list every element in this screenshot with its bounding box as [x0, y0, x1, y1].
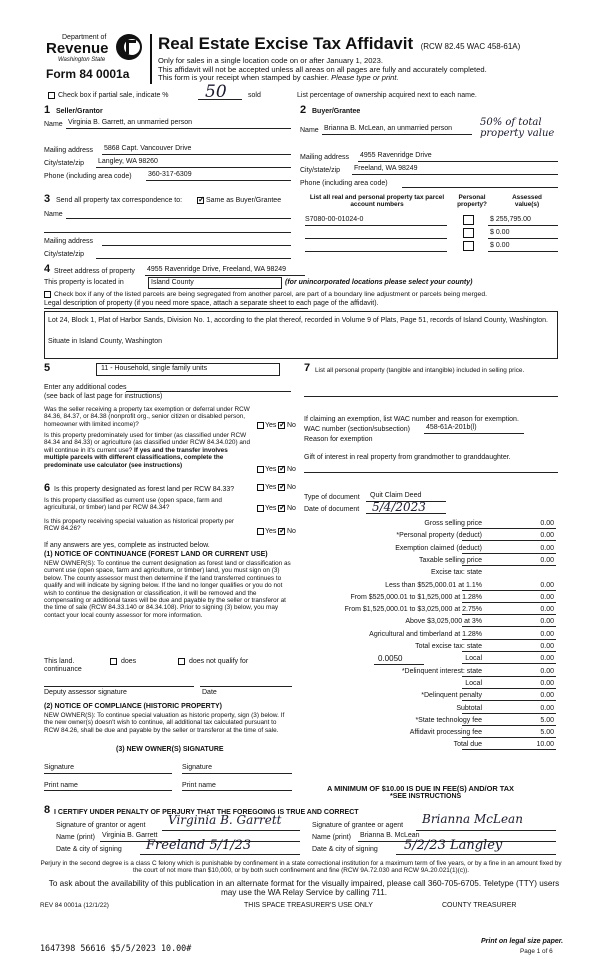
legal-description-text: Lot 24, Block 1, Plat of Harbor Sands, Division No. 1, according to the plat thereof, recorded in Volume 9 of Plats, Page 51, records of Island County, Washington.	[48, 317, 548, 324]
tax-row-value[interactable]: 0.00	[540, 606, 554, 614]
header-note2: This affidavit will not be accepted unless all areas on all pages are fully and accurately completed.	[158, 64, 487, 74]
tax-row	[300, 567, 558, 578]
s3-mailing-label: Mailing address	[44, 238, 94, 245]
q2-yes-checkbox[interactable]	[257, 466, 264, 473]
section-2-number: 2	[300, 104, 307, 116]
reason-field[interactable]: Gift of interest in real property from grandmother to granddaughter.	[304, 454, 511, 461]
buyer-city-field[interactable]: Freeland, WA 98249	[354, 165, 418, 172]
tax-row-label: Total due	[453, 741, 482, 749]
legal-description-box[interactable]	[44, 311, 558, 359]
seller-phone-field[interactable]: 360-317-6309	[148, 171, 192, 178]
exemption-label: If claiming an exemption, list WAC number and reason for exemption.	[304, 416, 519, 423]
legal-description-label: Legal description of property (if you need more space, attach a separate sheet to each page of the affidavit).	[44, 300, 379, 307]
personal-property-checkbox-2[interactable]	[463, 228, 474, 238]
tax-row	[300, 629, 558, 640]
tax-row	[300, 530, 558, 541]
tax-row-label: Above $3,025,000 at 3%	[405, 618, 482, 626]
tax-row-label: From $525,000.01 to $1,525,000 at 1.28%	[350, 593, 482, 601]
section-8-number: 8	[44, 804, 51, 816]
street-field[interactable]: 4955 Ravenridge Drive, Freeland, WA 98249	[147, 266, 287, 273]
assessed-value-1[interactable]: $ 255,795.00	[490, 216, 531, 223]
partial-sale-checkbox[interactable]	[48, 92, 55, 99]
section-3-label: Send all property tax correspondence to:	[56, 197, 183, 204]
tax-row-label: Less than $525,000.01 at 1.1%	[385, 581, 482, 589]
tax-row	[300, 666, 558, 677]
dept-line3: Washington State	[58, 57, 106, 63]
perjury-notice: Perjury in the second degree is a class C felony which is punishable by confinement in a state correctional institution for a maximum term of five years, or by a fine in an amount fixed by the court of not more than $10,000, or by both such confinement and fine (RCW 9A.72.030 and RCW 9A.20.021(1)(c)).	[40, 860, 562, 875]
see-back-note: (see back of last page for instructions)	[44, 393, 163, 400]
buyer-name-label: Name	[300, 127, 319, 134]
tax-row-label: Total excise tax: state	[415, 643, 482, 650]
tax-row-value[interactable]: 0.00	[540, 679, 554, 687]
located-in-label: This property is located in	[44, 279, 124, 286]
q1-no-checkbox[interactable]	[278, 422, 285, 429]
buyer-name-field[interactable]: Brianna B. McLean, an unmarried person	[324, 125, 453, 132]
partial-sale-percent[interactable]: 50	[205, 82, 227, 102]
land-use-code-select[interactable]: 11 - Household, single family units	[96, 363, 280, 376]
tax-row-label: From $1,525,000.01 to $3,025,000 at 2.75%	[344, 606, 482, 614]
buyer-heading: Buyer/Grantee	[312, 108, 361, 115]
tax-row-value[interactable]: 0.00	[540, 593, 554, 601]
historic-yes-checkbox[interactable]	[257, 528, 264, 535]
grantor-signature-label: Signature of grantor or agent	[56, 822, 146, 829]
tax-row-value[interactable]: 0.00	[540, 667, 554, 675]
section-5-number: 5	[44, 362, 51, 374]
tax-row-label: Subtotal	[456, 704, 482, 712]
tax-row-value[interactable]: 0.00	[540, 643, 554, 650]
buyer-phone-label: Phone (including area code)	[300, 180, 388, 187]
unincorporated-note: (for unincorporated locations please select your county)	[285, 279, 473, 286]
forest-question: Is this property designated as forest land per RCW 84.33?	[54, 486, 235, 493]
buyer-mailing-field[interactable]: 4955 Ravenridge Drive	[360, 152, 432, 159]
dept-line2: Revenue	[46, 40, 109, 57]
section-1-number: 1	[44, 104, 51, 116]
section-3-number: 3	[44, 193, 51, 205]
county-select[interactable]: Island County	[148, 277, 282, 289]
form-title: Real Estate Excise Tax Affidavit	[158, 34, 414, 53]
local-tax-row	[300, 653, 558, 664]
treasurer-use-label: THIS SPACE TREASURER'S USE ONLY	[244, 902, 373, 909]
legal-size-note: Print on legal size paper.	[481, 938, 564, 945]
tax-row	[300, 580, 558, 591]
header-note3: This form is your receipt when stamped by cashier. Please type or print.	[158, 73, 399, 82]
deputy-signature-label: Deputy assessor signature	[44, 689, 127, 696]
alt-format-notice: To ask about the availability of this publication in an alternate format for the visually impaired, please call 360-705-6705. Teletype (TTY) users may use the WA Relay Service by calling 711.	[48, 879, 560, 897]
seller-name-field[interactable]: Virginia B. Garrett, an unmarried person	[68, 119, 192, 126]
col-personal-header: Personal property?	[457, 194, 487, 209]
notice-compliance-heading: (2) NOTICE OF COMPLIANCE (HISTORIC PROPERTY)	[44, 703, 222, 710]
historic-no-checkbox[interactable]	[278, 528, 285, 535]
tax-row-value[interactable]: 0.00	[540, 692, 554, 700]
grantor-name-field[interactable]: Virginia B. Garrett	[102, 832, 158, 839]
tax-row	[300, 715, 558, 726]
doc-date-field[interactable]: 5/4/2023	[372, 500, 426, 514]
wac-label: WAC number (section/subsection)	[304, 426, 410, 433]
dor-logo	[40, 34, 148, 84]
grantee-date-label: Date & city of signing	[312, 846, 378, 853]
partial-sale-sold: sold	[248, 92, 261, 99]
header-note1: Only for sales in a single location code on or after January 1, 2023.	[158, 56, 383, 65]
tax-row-value[interactable]: 0.00	[540, 618, 554, 626]
tax-row-label: Taxable selling price	[418, 556, 482, 564]
tax-row	[300, 543, 558, 554]
current-use-question: Is this property classified as current use (open space, farm and agricultural, or timber) land per RCW 84.34?	[44, 497, 222, 512]
doc-date-label: Date of document	[304, 506, 360, 513]
buyer-mailing-label: Mailing address	[300, 154, 350, 161]
seller-mailing-field[interactable]: 5868 Capt. Vancouver Drive	[104, 145, 192, 152]
section-4-number: 4	[44, 263, 51, 275]
s3-city-label: City/state/zip	[44, 251, 85, 258]
page-number: Page 1 of 6	[520, 948, 553, 955]
new-owner-signature-heading: (3) NEW OWNER(S) SIGNATURE	[116, 746, 224, 753]
local-value[interactable]: 0.00	[540, 655, 554, 663]
segregated-label: Check box if any of the listed parcels are being segregated from another parcel, are part of a boundary line adjustment or parcels being merged.	[54, 291, 487, 298]
revision-label: REV 84 0001a (12/1/22)	[40, 902, 109, 909]
tax-row-value[interactable]: 0.00	[540, 630, 554, 638]
col-parcels-header: List all real and personal property tax parcel account numbers	[309, 194, 445, 209]
seller-city-field[interactable]: Langley, WA 98260	[98, 158, 158, 165]
buyer-city-label: City/state/zip	[300, 167, 341, 174]
tax-row	[300, 616, 558, 627]
buyer-handwritten-note: 50% of total property value	[480, 117, 555, 139]
seller-city-label: City/state/zip	[44, 160, 85, 167]
current-use-yes-checkbox[interactable]	[257, 505, 264, 512]
recording-stamp: 1647398 56616 $5/5/2023 10.00#	[40, 943, 192, 953]
local-rate: 0.0050	[378, 654, 403, 664]
certify-statement: I CERTIFY UNDER PENALTY OF PERJURY THAT THE FOREGOING IS TRUE AND CORRECT	[54, 809, 359, 816]
q1-yes-checkbox[interactable]	[257, 422, 264, 429]
tax-row-value[interactable]: 5.00	[540, 729, 554, 737]
ownership-note: List percentage of ownership acquired next to each name.	[297, 92, 477, 99]
grantor-date-field[interactable]: Freeland 5/1/23	[146, 838, 252, 853]
does-not-checkbox[interactable]	[178, 658, 185, 665]
notice-continuance-heading: (1) NOTICE OF CONTINUANCE (FOREST LAND OR CURRENT USE)	[44, 551, 268, 558]
dept-line1: Department of	[62, 34, 107, 41]
tax-row-label: *Delinquent penalty	[421, 692, 482, 700]
grantor-name-label: Name (print)	[56, 834, 95, 841]
reason-label: Reason for exemption	[304, 436, 373, 443]
exemption-question: Was the seller receiving a property tax exemption or deferral under RCW 84.36, 84.37, or 84.38 (nonprofit org., senior citizen or disabled person, homeowner with limited income)?	[44, 406, 250, 428]
this-land-label: This land.	[44, 658, 75, 665]
seller-name-label: Name	[44, 121, 63, 128]
timber-question: Is this property predominately used for timber (as classified under RCW 84.34 and 84.33) or agriculture (as classified under RCW 84.34.020) and will continue in it's current use? If yes and the transfer involves multiple parcels with different classifications, complete the predominate use calculator (see instructions)	[44, 432, 251, 469]
current-use-no-checkbox[interactable]	[278, 505, 285, 512]
seller-heading: Seller/Grantor	[56, 108, 103, 115]
grantee-name-label: Name (print)	[312, 834, 351, 841]
header-divider	[150, 34, 152, 84]
continuance-label: continuance	[44, 666, 82, 673]
personal-property-checkbox-3[interactable]	[463, 241, 474, 251]
tax-row-label: *Personal property (deduct)	[396, 532, 482, 540]
revenue-logo-icon	[114, 32, 144, 62]
form-number: Form 84 0001a	[46, 67, 130, 81]
tax-row	[300, 518, 558, 529]
personal-property-checkbox-1[interactable]	[463, 215, 474, 225]
tax-row-value[interactable]: 0.00	[540, 532, 554, 540]
form-rcw: (RCW 82.45 WAC 458-61A)	[420, 42, 521, 51]
tax-row	[300, 592, 558, 603]
tax-row-label: Excise tax: state	[431, 569, 482, 577]
assessed-value-3[interactable]: $ 0.00	[490, 242, 510, 249]
tax-row	[300, 727, 558, 738]
tax-row-label: Exemption claimed (deduct)	[395, 544, 482, 552]
seller-phone-label: Phone (including area code)	[44, 173, 132, 180]
personal-property-label: List all personal property (tangible and intangible) included in selling price.	[315, 367, 525, 374]
tax-row-label: Local	[465, 679, 482, 687]
deputy-date-label: Date	[202, 689, 217, 696]
same-as-buyer-label: Same as Buyer/Grantee	[206, 197, 282, 204]
doc-type-field[interactable]: Quit Claim Deed	[370, 492, 422, 499]
notice-continuance-body: NEW OWNER(S): To continue the current designation as forest land or classification as current use (open space, farm and agriculture, or timber) land, you must sign on (3) below. The county assessor must then determine if the land transferred continues to qualify and will indicate by signing below. If the land no longer qualifies or you do not wish to continue the designation or classification, it will be removed and the compensating or additional taxes will be due and payable by the seller or transferor at the time of sale (RCW 84.33.140 or 84.34.108). Prior to signing (3) below, you may contact your local county assessor for more information.	[44, 560, 291, 619]
tax-row-label: *State technology fee	[415, 716, 482, 724]
tax-row-label: Agricultural and timberland at 1.28%	[369, 630, 482, 638]
does-checkbox[interactable]	[110, 658, 117, 665]
grantor-date-label: Date & city of signing	[56, 846, 122, 853]
same-as-buyer-checkbox[interactable]	[197, 197, 204, 204]
tax-row-value[interactable]: 0.00	[540, 544, 554, 552]
tax-row-label: *Delinquent interest: state	[401, 667, 482, 675]
tax-row	[300, 739, 558, 750]
tax-row-value[interactable]: 0.00	[540, 556, 554, 564]
wac-field[interactable]: 458-61A-201b(l)	[426, 424, 477, 431]
partial-sale-label: Check box if partial sale, indicate %	[58, 92, 169, 99]
tax-row-value[interactable]: 0.00	[540, 520, 554, 527]
tax-row-value[interactable]: 10.00	[536, 741, 554, 749]
tax-row-value[interactable]: 0.00	[540, 704, 554, 712]
minimum-due-note: A MINIMUM OF $10.00 IS DUE IN FEE(S) AND/OR TAX	[327, 784, 514, 793]
parcel-number-1[interactable]: S7080-00-01024-0	[305, 216, 364, 223]
q2-no-checkbox[interactable]	[278, 466, 285, 473]
historic-question: Is this property receiving special valuation as historical property per RCW 84.26?	[44, 518, 235, 533]
tax-row	[300, 604, 558, 615]
street-label: Street address of property	[54, 268, 135, 275]
doc-type-label: Type of document	[304, 494, 360, 501]
grantee-signature-label: Signature of grantee or agent	[312, 822, 404, 829]
forest-no-checkbox[interactable]	[278, 484, 285, 491]
tax-row	[300, 641, 558, 652]
col-assessed-header: Assessed value(s)	[512, 194, 542, 209]
see-instructions-note: *SEE INSTRUCTIONS	[390, 793, 462, 800]
tax-row	[300, 703, 558, 714]
section-7-number: 7	[304, 362, 311, 374]
segregated-checkbox[interactable]	[44, 291, 51, 298]
tax-row-label: Affidavit processing fee	[409, 729, 482, 737]
grantee-name-field[interactable]: Brianna B. McLean	[360, 832, 420, 839]
local-label: Local	[465, 655, 482, 663]
tax-row-value[interactable]: 0.00	[540, 581, 554, 589]
tax-row-label: Gross selling price	[424, 520, 482, 527]
notice-compliance-body: NEW OWNER(S): To continue special valuation as historic property, sign (3) below. If the new owner(s) doesn't wish to continue, all additional tax calculated pursuant to RCW 84.26, shall be due and payable by the seller or transferor at the time of sale.	[44, 712, 285, 734]
grantor-signature[interactable]: Virginia B. Garrett	[168, 813, 282, 827]
county-treasurer-label: COUNTY TREASURER	[442, 902, 517, 909]
assessed-value-2[interactable]: $ 0.00	[490, 229, 510, 236]
section-6-number: 6	[44, 482, 51, 494]
tax-row	[300, 555, 558, 566]
tax-row	[300, 678, 558, 689]
seller-mailing-label: Mailing address	[44, 147, 94, 154]
forest-yes-checkbox[interactable]	[257, 484, 264, 491]
if-yes-note: If any answers are yes, complete as instructed below.	[44, 542, 210, 549]
tax-row-value[interactable]: 5.00	[540, 716, 554, 724]
legal-description-text2: Situate in Island County, Washington	[48, 338, 163, 345]
s3-name-label: Name	[44, 211, 63, 218]
tax-row	[300, 690, 558, 701]
additional-codes-label: Enter any additional codes	[44, 384, 127, 391]
grantee-signature[interactable]: Brianna McLean	[422, 812, 523, 826]
header-title-block	[158, 34, 578, 83]
grantee-date-field[interactable]: 5/2/23 Langley	[404, 838, 503, 853]
